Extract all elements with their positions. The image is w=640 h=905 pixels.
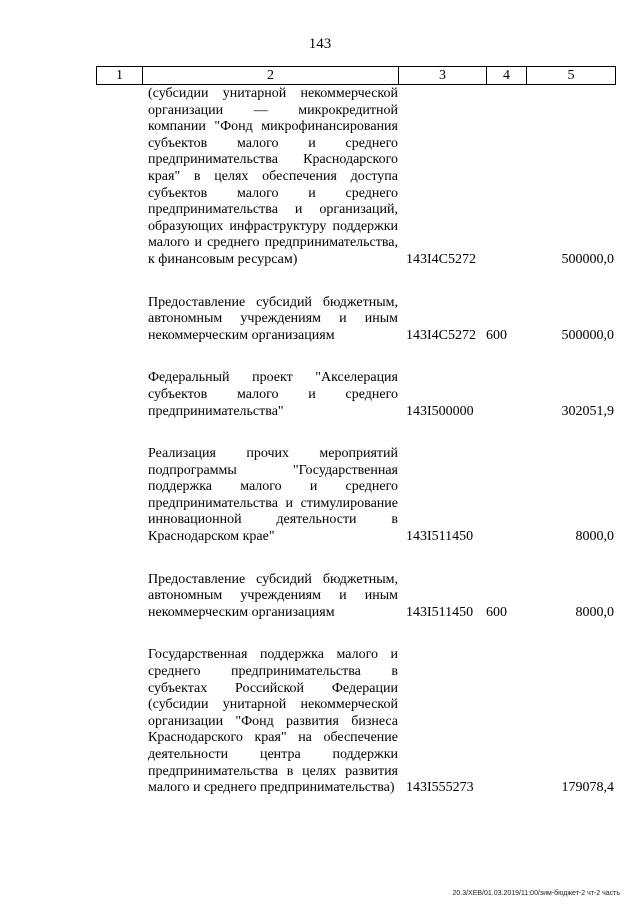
column-header-4: 4 xyxy=(487,67,527,84)
row-target-code: 143I555273 xyxy=(406,780,474,796)
table-row xyxy=(96,295,616,345)
row-target-code: 143I511450 xyxy=(406,529,474,545)
footer-note: 20.3/ХЕВ/01.03.2019/11:00/зим-бюджет-2 чт-2 часть xyxy=(452,890,620,897)
row-amount: 179078,4 xyxy=(561,780,614,796)
table-row xyxy=(96,446,616,546)
table-row xyxy=(96,572,616,622)
column-header-row xyxy=(96,66,616,85)
column-header-3: 3 xyxy=(399,67,487,84)
row-expense-type: 600 xyxy=(486,327,507,343)
table-row xyxy=(96,647,616,796)
row-amount: 8000,0 xyxy=(575,604,614,620)
table-row xyxy=(96,370,616,420)
page-number: 143 xyxy=(308,36,332,52)
row-description: Государственная поддержка малого и среднего предпринимательства в субъектах Российской Федерации (субсидии унитарной некоммерческой организации "Фонд развития бизнеса Краснодарского края" на обеспечение деятельности центра поддержки предпринимательства в целях развития малого и среднего предпринимательства) xyxy=(148,647,398,796)
row-amount: 500000,0 xyxy=(561,251,614,267)
row-target-code: 143I4C5272 xyxy=(406,327,476,343)
budget-table-body xyxy=(96,86,616,823)
row-amount: 8000,0 xyxy=(575,529,614,545)
row-description: Предоставление субсидий бюджетным, автономным учреждениям и иным некоммерческим организациям xyxy=(148,571,398,620)
row-amount: 500000,0 xyxy=(561,327,614,343)
row-description: Предоставление субсидий бюджетным, автономным учреждениям и иным некоммерческим организациям xyxy=(148,294,398,343)
row-expense-type: 600 xyxy=(486,604,507,620)
column-header-5: 5 xyxy=(567,68,575,83)
column-header-2: 2 xyxy=(143,67,399,84)
row-target-code: 143I500000 xyxy=(406,403,474,419)
column-header-1: 1 xyxy=(97,67,143,84)
row-description: Федеральный проект "Акселерация субъектов малого и среднего предпринимательства" xyxy=(148,370,398,419)
row-target-code: 143I511450 xyxy=(406,604,474,620)
row-target-code: 143I4C5272 xyxy=(406,251,476,267)
row-description: (субсидии унитарной некоммерческой организации — микрокредитной компании "Фонд микрофинансирования субъектов малого и среднего предпринимательства Краснодарского края" в целях обеспечения доступа субъектов малого и среднего предпринимательства и организаций, образующих инфраструктуру поддержки малого и среднего предпринимательства, к финансовым ресурсам) xyxy=(148,86,398,267)
table-row xyxy=(96,86,616,269)
row-amount: 302051,9 xyxy=(561,403,614,419)
row-description: Реализация прочих мероприятий подпрограммы "Государственная поддержка малого и среднего предпринимательства и стимулирование инновационной деятельности в Краснодарском крае" xyxy=(148,446,398,545)
